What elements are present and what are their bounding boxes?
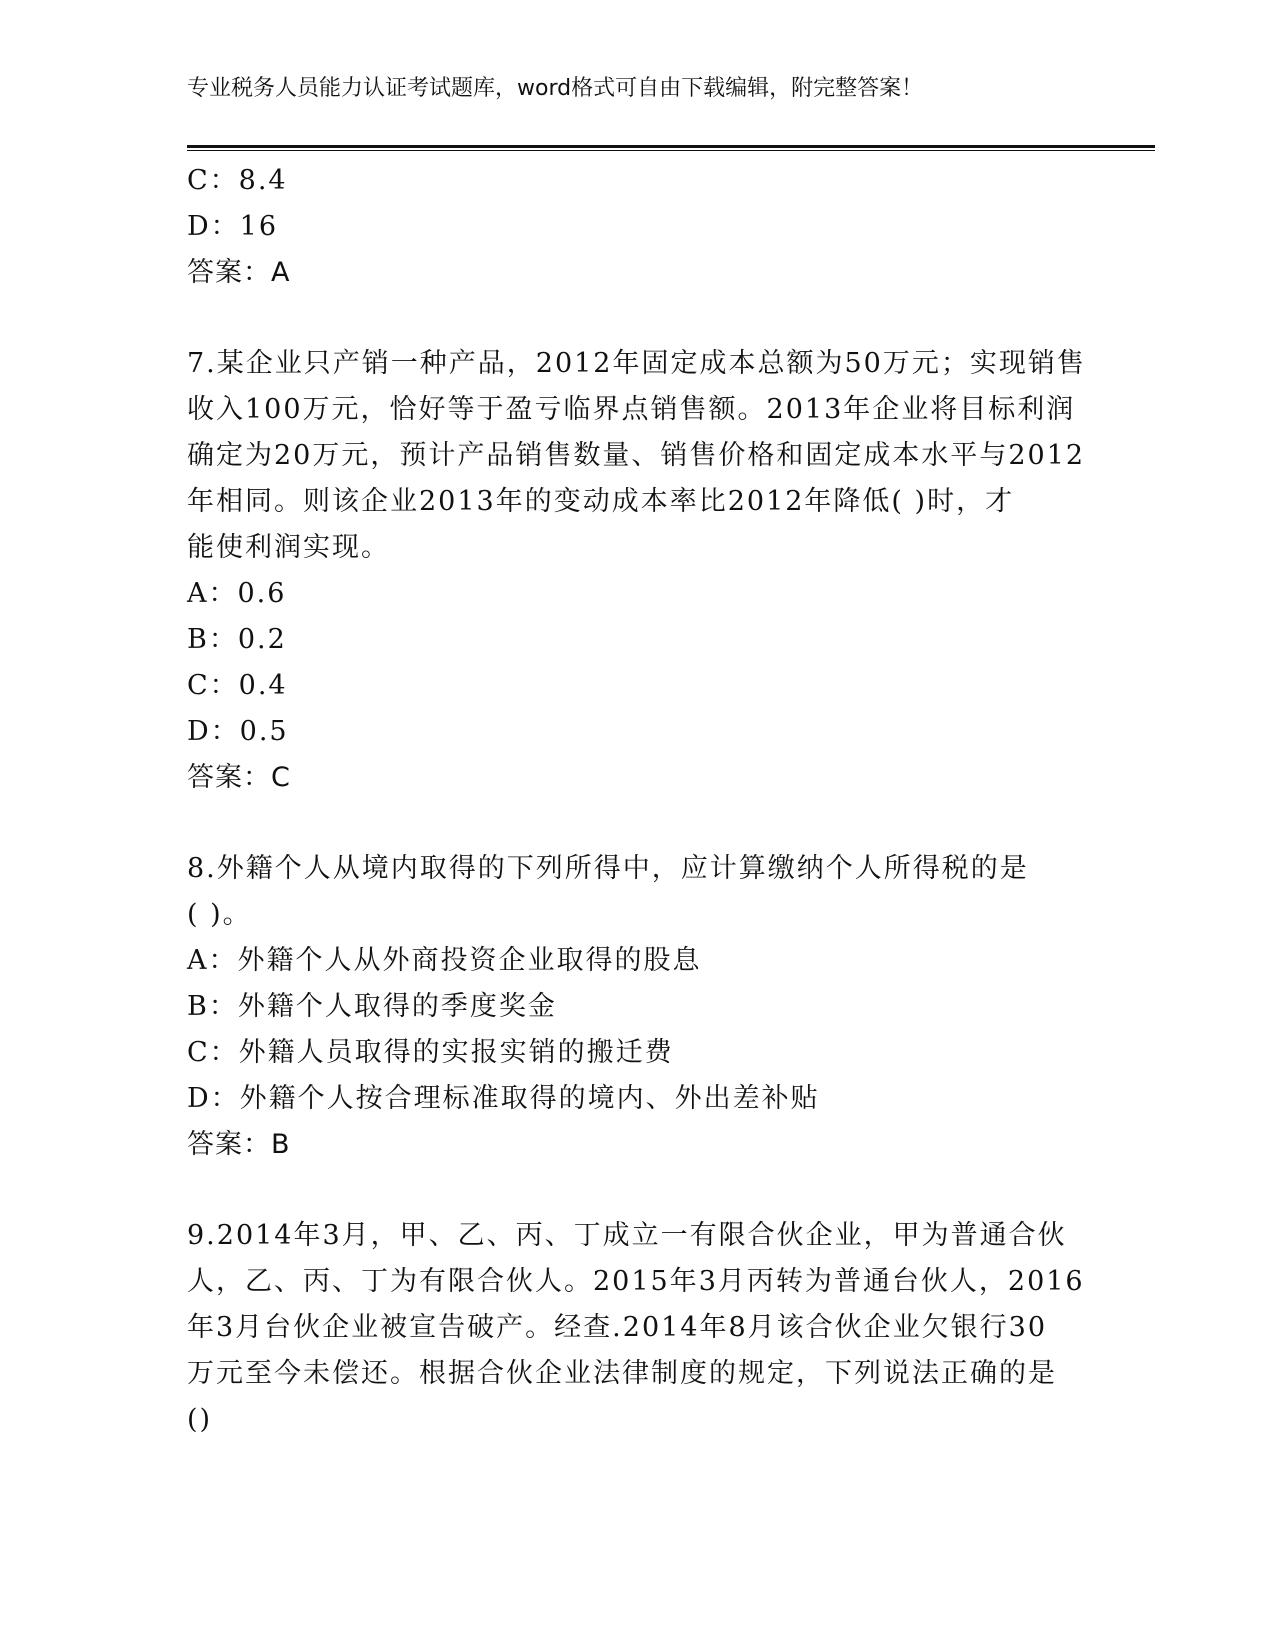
option-d: D：16 (187, 211, 279, 242)
question-text-line: 7.某企业只产销一种产品，2012年固定成本总额为50万元；实现销售 (187, 348, 1086, 379)
question-text-line: () (187, 1404, 213, 1435)
option-d: D：0.5 (187, 716, 289, 747)
question-9 (187, 1213, 1087, 1443)
question-text-line: 收入100万元，恰好等于盈亏临界点销售额。2013年企业将目标利润 (187, 394, 1076, 425)
question-text-line: 万元至今未偿还。根据合伙企业法律制度的规定，下列说法正确的是 (187, 1358, 1057, 1389)
question-text-line: 年3月台伙企业被宣告破产。经查.2014年8月该合伙企业欠银行30 (187, 1312, 1048, 1343)
question-text-line: 能使利润实现。 (187, 532, 390, 563)
option-c: C：外籍人员取得的实报实销的搬迁费 (187, 1037, 674, 1068)
question-8 (187, 846, 1087, 1168)
option-a: A：外籍个人从外商投资企业取得的股息 (187, 945, 702, 976)
option-a: A：0.6 (187, 578, 287, 609)
question-text-line: 确定为20万元，预计产品销售数量、销售价格和固定成本水平与2012 (187, 440, 1086, 471)
option-b: B：外籍个人取得的季度奖金 (187, 991, 557, 1022)
answer-line: 答案：A (187, 257, 291, 288)
option-c: C：0.4 (187, 670, 288, 701)
question-text-line: 人，乙、丙、丁为有限合伙人。2015年3月丙转为普通台伙人，2016 (187, 1266, 1085, 1297)
header-rule-thick (187, 145, 1155, 148)
header-rule-thin (187, 150, 1155, 151)
option-b: B：0.2 (187, 624, 287, 655)
answer-line: 答案：C (187, 762, 291, 793)
answer-line: 答案：B (187, 1129, 291, 1160)
page-header: 专业税务人员能力认证考试题库，word格式可自由下载编辑，附完整答案！ (187, 76, 924, 101)
question-text-line: 年相同。则该企业2013年的变动成本率比2012年降低( )时，才 (187, 486, 1015, 517)
document-body (187, 158, 1087, 1443)
option-c: C：8.4 (187, 165, 288, 196)
question-text-line: 8.外籍个人从境内取得的下列所得中，应计算缴纳个人所得税的是 (187, 853, 1029, 884)
option-d: D：外籍个人按合理标准取得的境内、外出差补贴 (187, 1083, 820, 1114)
question-text-line: 9.2014年3月，甲、乙、丙、丁成立一有限合伙企业，甲为普通合伙 (187, 1220, 1067, 1251)
question-text-line: ( )。 (187, 899, 252, 930)
question-7 (187, 341, 1087, 801)
